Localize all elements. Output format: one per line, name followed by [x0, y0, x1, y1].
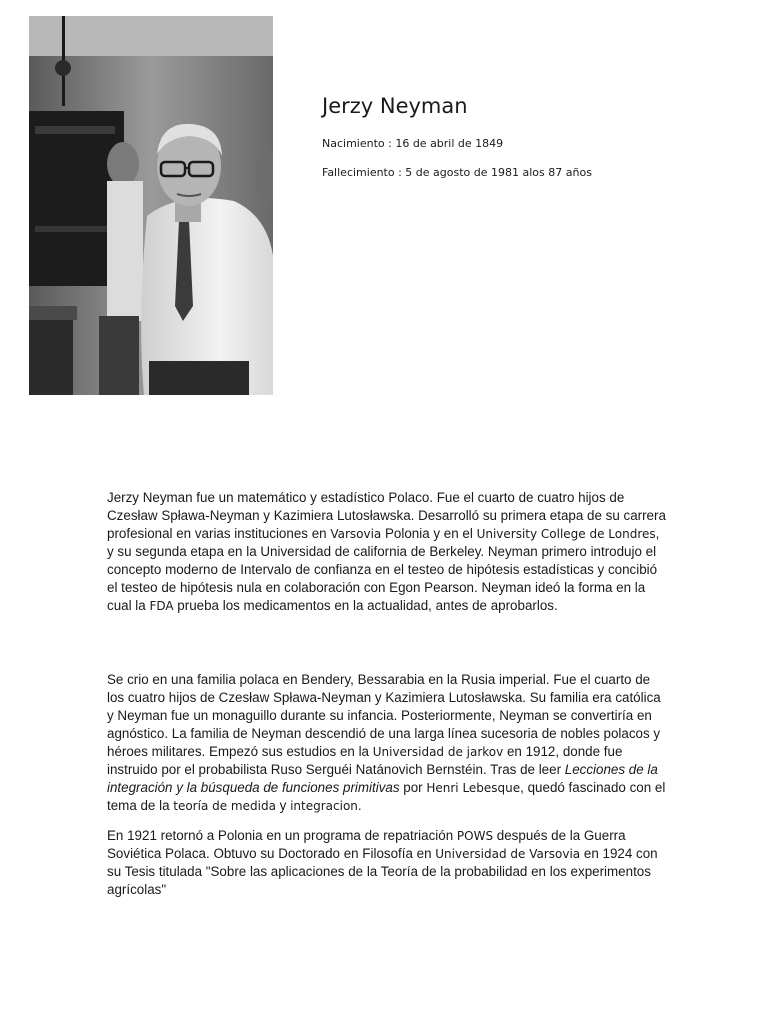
p2-text-e: y: [275, 798, 291, 814]
link-fda[interactable]: FDA: [149, 599, 174, 614]
link-henri-lebesque[interactable]: Henri Lebesque: [426, 781, 521, 796]
link-varsovia[interactable]: Varsovia: [330, 527, 382, 542]
paragraph-early-life: [107, 671, 667, 815]
p1-text-a: Jerzy Neyman fue un matemático y estadístico Polaco. Fue el cuarto de cuatro hijos de Czesław Spława-Neyman y Kazimiera Lutosławska. Desarrolló su primera etapa de su carrera profesional en varias instituciones en: [107, 490, 666, 542]
p1-text-d: prueba los medicamentos en la actualidad, antes de aprobarlos.: [173, 598, 558, 614]
p3-text-a: En 1921 retornó a Polonia en un programa de repatriación: [107, 828, 457, 843]
link-pows[interactable]: POWS: [456, 829, 494, 843]
p3-text-b: después de la Guerra Soviética Polaca. Obtuvo su Doctorado en Filosofía en: [107, 828, 626, 862]
portrait-photo: [29, 16, 273, 395]
link-integracion[interactable]: integracion: [290, 799, 358, 814]
portrait-image: [29, 16, 273, 395]
p2-text-b: en 1912, donde fue instruido por el probabilista Ruso Serguéi Natánovich Bernstéin. Tras de leer: [107, 744, 623, 778]
paragraph-intro: [107, 489, 667, 615]
person-name: Jerzy Neyman: [322, 94, 468, 118]
link-teoria-medida[interactable]: teoría de medida: [173, 799, 276, 814]
link-university-college-londres[interactable]: University College de Londres: [476, 527, 656, 542]
p2-text-f: .: [357, 798, 362, 814]
paragraph-return-poland: [107, 827, 667, 899]
p2-text-d: , quedó fascinado con el tema de la: [107, 780, 666, 814]
birth-date: Nacimiento : 16 de abril de 1849: [322, 137, 504, 150]
link-universidad-varsovia[interactable]: Universidad de Varsovia: [435, 847, 581, 862]
p3-text-c: en 1924 con su Tesis titulada "Sobre las aplicaciones de la Teoría de la probabilidad en los experimentos agrícolas": [107, 846, 658, 898]
p1-text-b: Polonia y en el: [381, 526, 477, 542]
death-date: Fallecimiento : 5 de agosto de 1981 alos 87 años: [322, 166, 592, 179]
link-universidad-jarkov[interactable]: Universidad de jarkov: [372, 745, 504, 760]
p1-text-c: , y su segunda etapa en la Universidad de california de Berkeley. Neyman primero introdujo el concepto moderno de Intervalo de confianza en el testeo de hipótesis estadísticas y concibió el testeo de hipótesis nula en colaboración con Egon Pearson. Neyman ideó la forma en la cual la: [107, 526, 660, 614]
book-title: Lecciones de la integración y la búsqueda de funciones primitivas: [107, 762, 658, 796]
p2-text-c: por: [399, 780, 427, 796]
p2-text-a: Se crio en una familia polaca en Bendery, Bessarabia en la Rusia imperial. Fue el cuarto de los cuatro hijos de Czesław Spława-Neyman y Kazimiera Lutosławska. Su familia era católica y Neyman fue un monaguillo durante su infancia. Posteriormente, Neyman se convertiría en agnóstico. La familia de Neyman descendió de una larga línea sucesoria de nobles polacos y héroes militares. Empezó sus estudios en la: [107, 672, 661, 760]
